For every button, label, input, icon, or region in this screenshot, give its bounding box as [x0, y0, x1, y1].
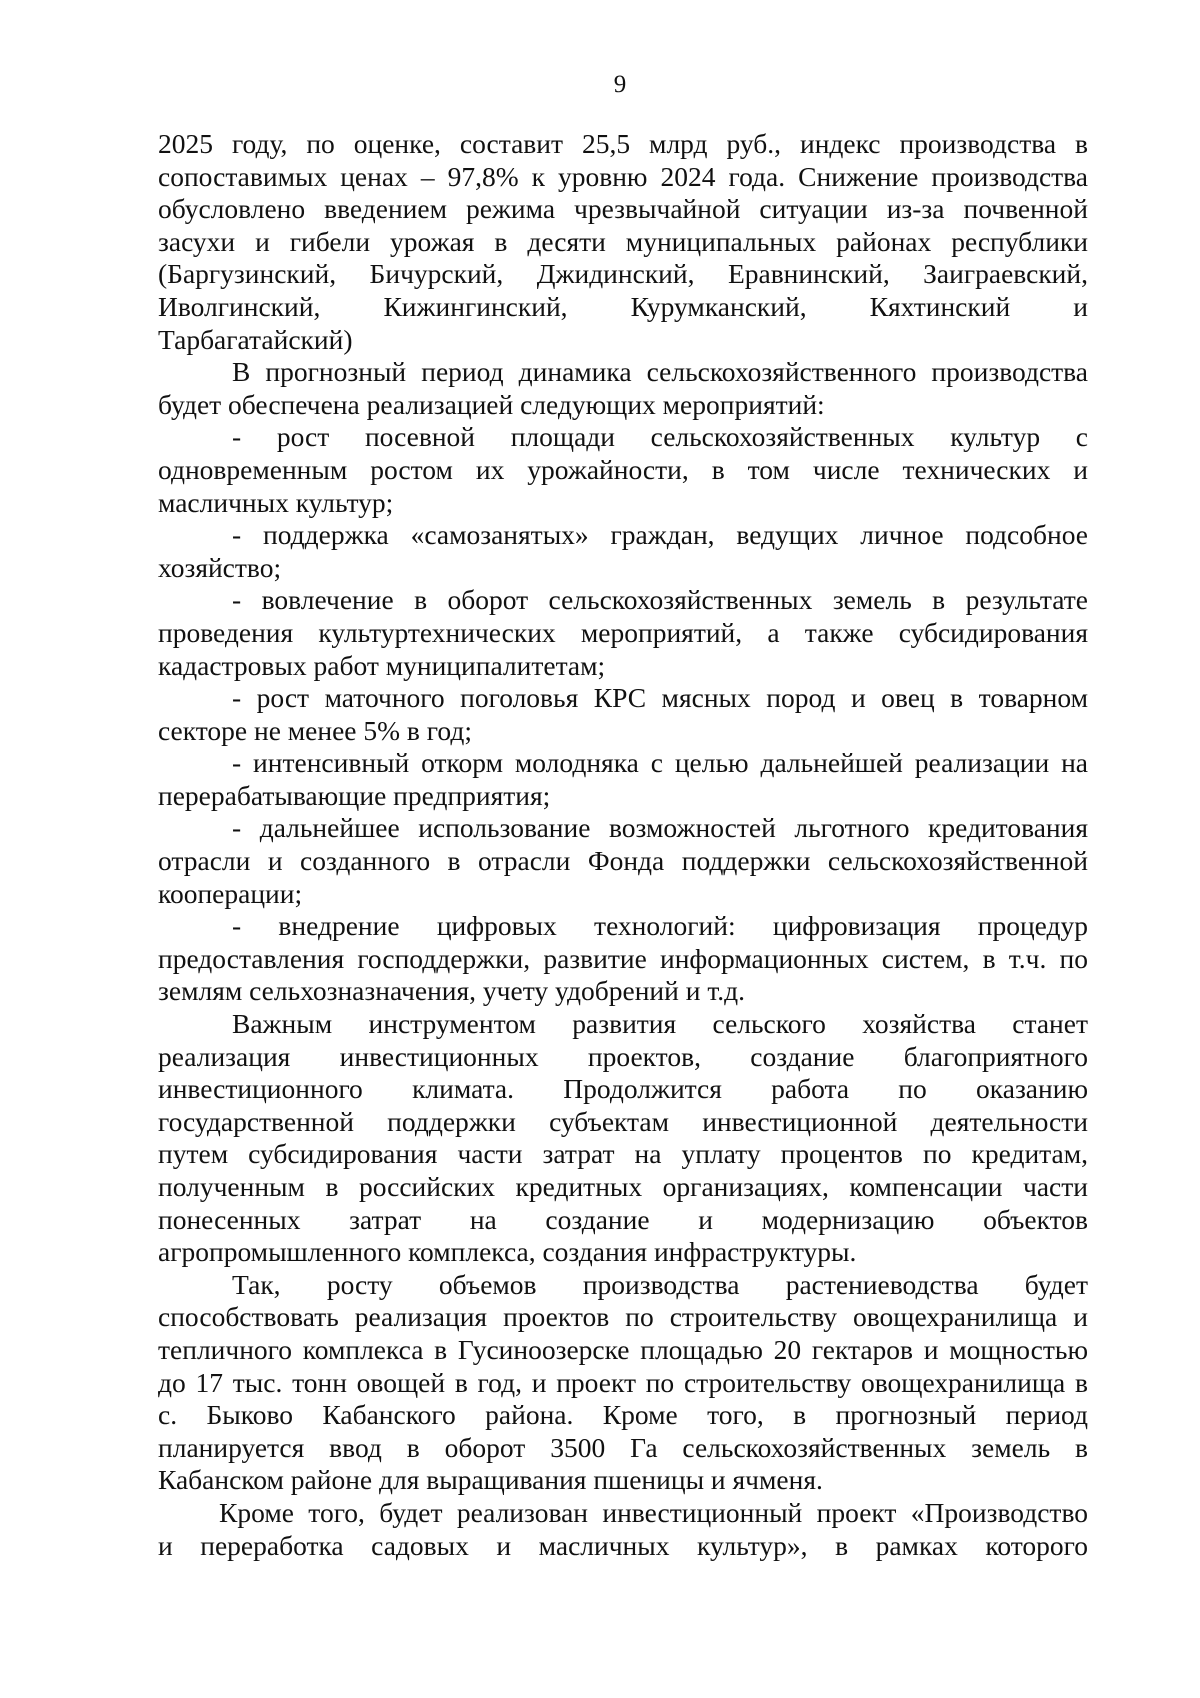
text-line: Кроме того, будет реализован инвестиционный проект «Производство — [219, 1496, 1088, 1528]
text-line: - рост посевной площади сельскохозяйственных культур с — [232, 421, 1088, 453]
text-line: понесенных затрат на создание и модернизацию объектов — [158, 1203, 1088, 1235]
text-line: В прогнозный период динамика сельскохозяйственного производства — [232, 356, 1088, 388]
text-line: - внедрение цифровых технологий: цифровизация процедур — [232, 910, 1088, 942]
text-line: засухи и гибели урожая в десяти муниципальных районах республики — [158, 225, 1088, 257]
text-line: землям сельхозназначения, учету удобрений и т.д. — [158, 975, 746, 1007]
text-line: кадастровых работ муниципалитетам; — [158, 649, 606, 681]
text-line: - интенсивный откорм молодняка с целью дальнейшей реализации на — [232, 747, 1088, 779]
text-line: государственной поддержки субъектам инвестиционной деятельности — [158, 1105, 1088, 1137]
text-line: Кабанском районе для выращивания пшеницы и ячменя. — [158, 1464, 823, 1496]
page-number: 9 — [613, 71, 627, 98]
text-line: предоставления господдержки, развитие информационных систем, в т.ч. по — [158, 942, 1088, 974]
text-line: проведения культуртехнических мероприятий, а также субсидирования — [158, 616, 1088, 648]
text-line: сопоставимых ценах – 97,8% к уровню 2024 года. Снижение производства — [158, 160, 1088, 192]
text-line: отрасли и созданного в отрасли Фонда поддержки сельскохозяйственной — [158, 845, 1088, 877]
text-line: 2025 году, по оценке, составит 25,5 млрд руб., индекс производства в — [158, 128, 1088, 159]
text-line: масличных культур; — [158, 486, 394, 518]
text-line: Так, росту объемов производства растениеводства будет — [232, 1268, 1088, 1300]
text-line: хозяйство; — [158, 551, 282, 583]
text-line: способствовать реализация проектов по строительству овощехранилища и — [158, 1301, 1088, 1333]
text-line: обусловлено введением режима чрезвычайной ситуации из-за почвенной — [158, 193, 1088, 225]
text-line: до 17 тыс. тонн овощей в год, и проект по строительству овощехранилища в — [158, 1366, 1088, 1398]
text-line: планируется ввод в оборот 3500 Га сельскохозяйственных земель в — [158, 1431, 1088, 1463]
text-line: инвестиционного климата. Продолжится работа по оказанию — [158, 1073, 1088, 1105]
text-line: с. Быково Кабанского района. Кроме того, в прогнозный период — [158, 1399, 1088, 1431]
text-line: реализация инвестиционных проектов, создание благоприятного — [158, 1040, 1088, 1072]
text-line: Тарбагатайский) — [158, 323, 353, 355]
text-line: - вовлечение в оборот сельскохозяйственных земель в результате — [232, 584, 1088, 616]
text-line: (Баргузинский, Бичурский, Джидинский, Еравнинский, Заиграевский, — [158, 258, 1088, 290]
text-line: будет обеспечена реализацией следующих мероприятий: — [158, 388, 825, 420]
document-body — [158, 128, 1088, 1562]
text-line: - дальнейшее использование возможностей льготного кредитования — [232, 812, 1088, 844]
text-line: - поддержка «самозанятых» граждан, ведущих личное подсобное — [232, 519, 1088, 551]
text-line: одновременным ростом их урожайности, в том числе технических и — [158, 453, 1088, 485]
text-line: Важным инструментом развития сельского хозяйства станет — [232, 1008, 1088, 1040]
text-line: кооперации; — [158, 877, 303, 909]
text-line: путем субсидирования части затрат на уплату процентов по кредитам, — [158, 1138, 1088, 1170]
text-line: тепличного комплекса в Гусиноозерске площадью 20 гектаров и мощностью — [158, 1333, 1088, 1365]
text-line: секторе не менее 5% в год; — [158, 714, 472, 746]
text-line: и переработка садовых и масличных культур», в рамках которого — [158, 1529, 1088, 1561]
text-line: перерабатывающие предприятия; — [158, 779, 551, 811]
text-line: Иволгинский, Кижингинский, Курумканский, Кяхтинский и — [158, 290, 1088, 322]
text-line: полученным в российских кредитных организациях, компенсации части — [158, 1171, 1088, 1202]
text-line: агропромышленного комплекса, создания инфраструктуры. — [158, 1236, 857, 1268]
text-line: - рост маточного поголовья КРС мясных пород и овец в товарном — [232, 682, 1088, 714]
